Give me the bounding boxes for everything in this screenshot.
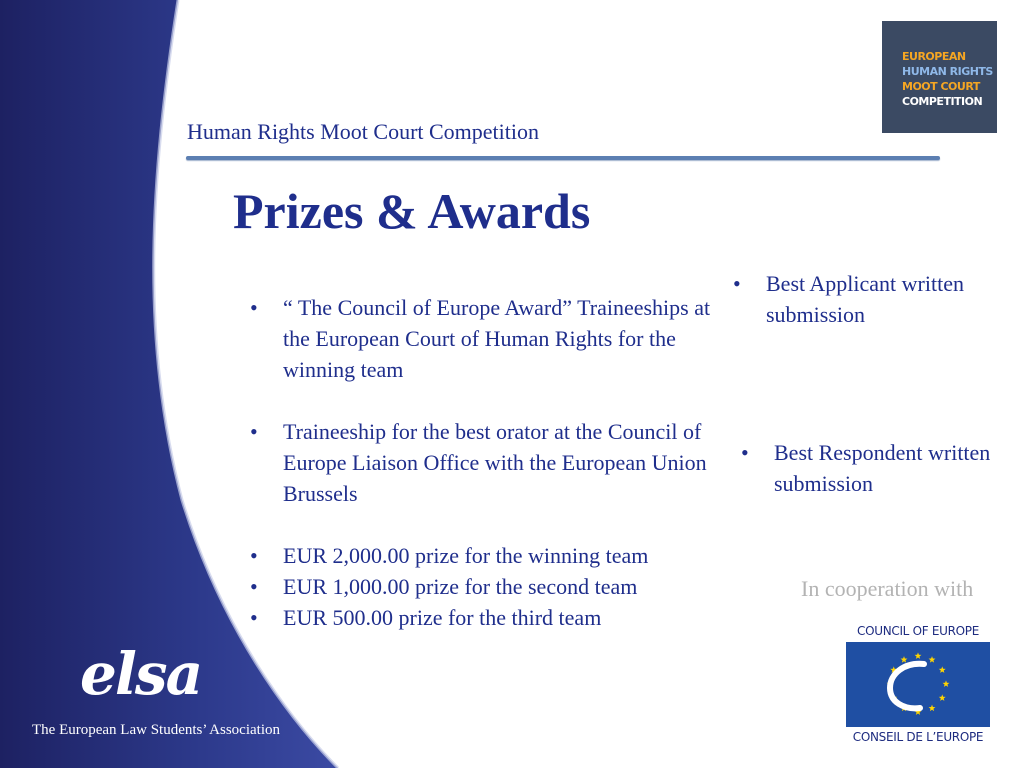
page-title: Prizes & Awards (233, 183, 591, 239)
coe-flag-icon (846, 642, 990, 727)
prize-item-coe-award: • “ The Council of Europe Award” Traineeships at the European Court of Human Rights for the winning team (250, 292, 720, 385)
prize-list (250, 292, 720, 633)
header-title: Human Rights Moot Court Competition (187, 119, 540, 144)
award-best-applicant: • Best Applicant written submission (733, 268, 966, 330)
elsa-logo (28, 640, 280, 750)
competition-logo (882, 21, 997, 133)
award-best-respondent: • Best Respondent written submission (741, 437, 1014, 499)
competition-logo-line-1: EUROPEAN (902, 50, 966, 63)
coe-logo-top-text: COUNCIL OF EUROPE (856, 624, 980, 638)
elsa-tagline: The European Law Students’ Association (32, 722, 280, 738)
coe-logo-bottom-text: CONSEIL DE L’EUROPE (852, 730, 984, 744)
prize-item-third: • EUR 500.00 prize for the third team (250, 602, 720, 633)
competition-logo-line-3: MOOT COURT (902, 80, 980, 93)
council-of-europe-logo (844, 624, 992, 746)
prize-item-first: • EUR 2,000.00 prize for the winning team (250, 540, 720, 571)
cooperation-text: In cooperation with (801, 576, 974, 601)
header-rule (186, 156, 940, 160)
prize-item-second: • EUR 1,000.00 prize for the second team (250, 571, 720, 602)
elsa-logo-text: elsa (80, 640, 202, 708)
prize-item-best-orator: • Traineeship for the best orator at the Council of Europe Liaison Office with the European Union Brussels (250, 416, 720, 509)
competition-logo-line-2: HUMAN RIGHTS (902, 65, 993, 78)
competition-logo-line-4: COMPETITION (902, 95, 983, 108)
